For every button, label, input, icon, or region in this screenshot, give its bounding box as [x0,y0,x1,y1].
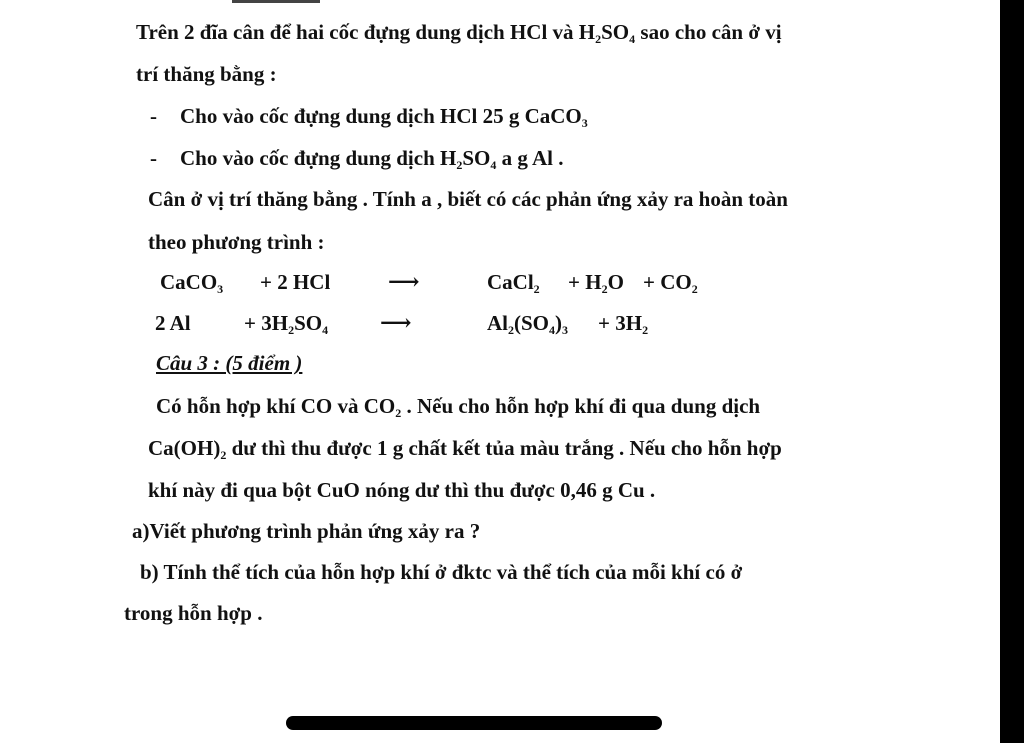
eq2-product-al2so43: $Al_2(SO_4)_3$ [487,311,569,337]
bullet-marker: - [150,104,157,128]
question-3-part-b-line-1: b) Tính thể tích của hỗn hợp khí ở đktc và thể tích của mỗi khí có ở [140,560,743,584]
top-cropped-rule [232,0,320,3]
question-3-line-2: $Ca(OH)_2$ dư thì thu được 1 g chất kết tủa màu trắng . Nếu cho hỗn hợp [148,436,782,462]
balance-line-1: Cân ở vị trí thăng bằng . Tính a , biết có các phản ứng xảy ra hoàn toàn [148,187,788,211]
bullet-item-hcl: Cho vào cốc đựng dung dịch HCl 25 g CaCO$_3$ [180,104,588,130]
home-indicator[interactable] [286,716,662,730]
bullet-marker: - [150,146,157,170]
eq1-product-co2: + $CO_2$ [643,270,698,296]
eq1-reactant-caco3: CaCO$_3$ [160,270,224,296]
question-3-part-a: a)Viết phương trình phản ứng xảy ra ? [132,519,481,543]
eq1-product-cacl2: CaCl$_2$ [487,270,540,296]
screen-edge-bar [1000,0,1024,743]
question-3-part-b-line-2: trong hỗn hợp . [124,601,263,625]
intro-line-1: Trên 2 đĩa cân để hai cốc đựng dung dịch HCl và $H_2SO_4$ sao cho cân ở vị [136,20,782,46]
eq1-product-h2o: + $H_2O$ [568,270,624,296]
eq1-reactant-hcl: + 2 HCl [260,270,331,294]
eq2-product-h2: + $3H_2$ [598,311,649,337]
reaction-arrow-icon: ⟶ [380,310,412,335]
bullet-item-h2so4: Cho vào cốc đựng dung dịch $H_2SO_4$ a g Al . [180,146,564,172]
intro-line-2: trí thăng bằng : [136,62,277,86]
question-3-heading: Câu 3 : (5 điểm ) [156,351,303,375]
reaction-arrow-icon: ⟶ [388,269,420,294]
question-3-line-3: khí này đi qua bột CuO nóng dư thì thu được 0,46 g Cu . [148,478,656,502]
eq2-reactant-h2so4: + $3H_2SO_4$ [244,311,329,337]
question-3-line-1: Có hỗn hợp khí CO và $CO_2$ . Nếu cho hỗn hợp khí đi qua dung dịch [156,394,761,420]
eq2-reactant-al: 2 Al [155,311,191,335]
balance-line-2: theo phương trình : [148,230,325,254]
